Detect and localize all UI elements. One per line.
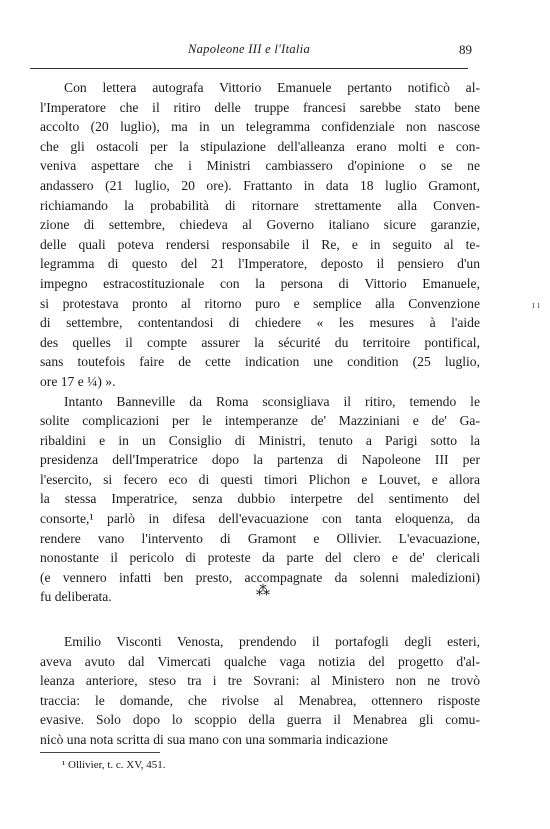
running-header <box>0 38 550 58</box>
text-line: sans toutefois faire de cette indication une condition (25 luglio, <box>40 354 480 370</box>
footnote-rule <box>40 752 160 753</box>
section-separator: ⁂ <box>256 584 270 599</box>
text-line: leanza anteriore, steso tra i tre Sovrani: al Ministero non ne trovò <box>40 673 480 689</box>
text-line: des quelles il compte assurer la sécurité du territoire pontifical, <box>40 334 480 350</box>
text-line: presidenza dell'Imperatrice dopo la partenza di Napoleone III per <box>40 452 480 468</box>
text-line: fu deliberata. <box>40 589 112 605</box>
text-line: legramma di questo del 21 l'Imperatore, deposto il pensiero d'un <box>40 256 480 272</box>
page-number: 89 <box>459 42 472 57</box>
text-line: impegno estracostituzionale con la persona di Vittorio Emanuele, <box>40 275 480 291</box>
header-rule <box>30 68 468 69</box>
margin-mark: ı ı <box>532 300 541 311</box>
text-line: aveva avuto dal Vimercati qualche vaga notizia del progetto d'al- <box>40 653 480 669</box>
text-line: consorte,¹ parlò in difesa dell'evacuazione con tanta eloquenza, da <box>40 511 480 527</box>
footnote: ¹ Ollivier, t. c. XV, 451. <box>62 759 166 771</box>
text-line: Con lettera autografa Vittorio Emanuele pertanto notificò al- <box>64 80 480 95</box>
text-line: richiamando la probabilità di ritornare strettamente alla Conven- <box>40 197 480 213</box>
text-line: Intanto Banneville da Roma sconsigliava il ritiro, temendo le <box>64 393 480 409</box>
text-line: la stessa Imperatrice, senza dubbio interpetre del sentimento del <box>40 491 480 507</box>
running-title: Napoleone III e l'Italia <box>188 42 310 56</box>
text-line: veniva aspettare che i Ministri cambiassero d'opinione o se ne <box>40 158 480 174</box>
paragraph-2 <box>40 392 480 608</box>
text-line: di settembre, contentandosi di chiedere « les mesures à l'aide <box>40 315 480 331</box>
text-line: l'esercito, si fecero eco di questi timori Plichon e Louvet, e allora <box>40 471 480 487</box>
text-line: nicò una nota scritta di sua mano con una sommaria indicazione <box>40 731 389 747</box>
text-line: traccia: le domande, che rivolse al Menabrea, ottennero risposte <box>40 692 480 708</box>
paragraph-3 <box>40 632 480 750</box>
text-line: l'Imperatore che il ritiro delle truppe francesi sarebbe stato bene <box>40 99 480 115</box>
text-line: evasive. Solo dopo lo scoppio della guerra il Menabrea gli comu- <box>40 712 480 728</box>
text-line: zione di settembre, chiedeva al Governo italiano sicure garanzie, <box>40 217 480 233</box>
text-line: solite complicazioni per le intemperanze de' Mazziniani e de' Ga- <box>40 413 480 429</box>
text-line: rendere vano l'intervento di Gramont e Ollivier. L'evacuazione, <box>40 530 480 546</box>
main-text <box>40 78 480 607</box>
text-line: ribaldini e in un Consiglio di Ministri, tenuto a Parigi sotto la <box>40 432 480 448</box>
paragraph-1 <box>40 78 480 392</box>
text-line: (e vennero infatti ben presto, accompagnate da solenni maledizioni) <box>40 569 480 585</box>
text-line: nonostante il pericolo di proteste da parte del clero e de' clericali <box>40 550 480 566</box>
text-line: andassero (21 luglio, 20 ore). Frattanto in data 18 luglio Gramont, <box>40 177 480 193</box>
text-line: Emilio Visconti Venosta, prendendo il portafogli degli esteri, <box>64 634 480 649</box>
text-line: si protestava pronto al ritorno puro e semplice alla Convenzione <box>40 295 480 311</box>
text-line: ore 17 e ¼) ». <box>40 373 116 389</box>
text-line: che gli ostacoli per la stipulazione dell'alleanza erano molti e con- <box>40 138 480 154</box>
text-line: accolto (20 luglio), ma in un telegramma confidenziale non nascose <box>40 119 480 135</box>
text-line: delle quali poteva rendersi responsabile il Re, e in seguito al te- <box>40 236 480 252</box>
